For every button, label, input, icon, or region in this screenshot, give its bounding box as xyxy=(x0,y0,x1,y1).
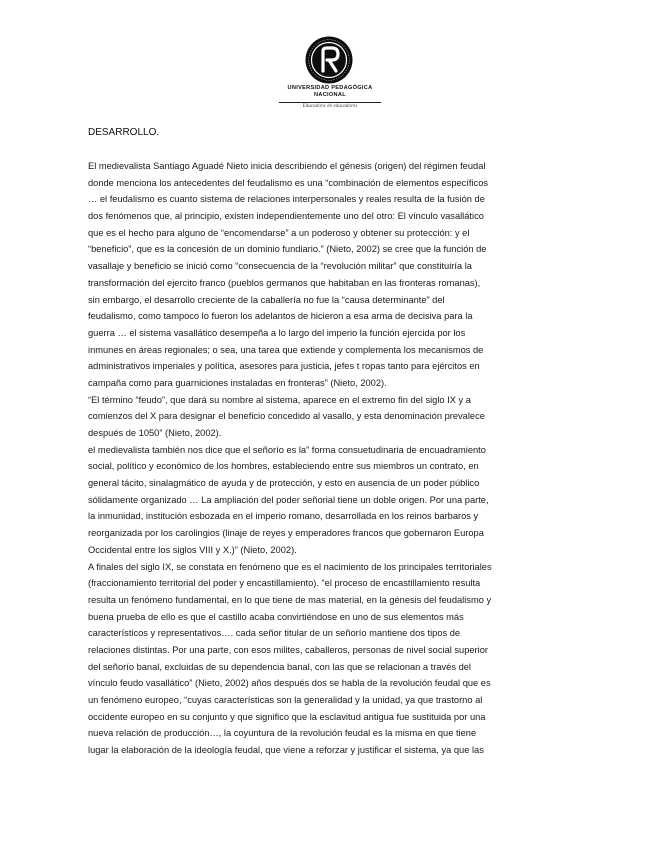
body-line: el medievalista también nos dice que el señorío es la” forma consuetudinaria de encuadramiento xyxy=(88,444,486,455)
body-line: general tácito, sinalagmático de ayuda y de protección, y esto en ausencia de un poder público xyxy=(88,478,480,489)
body-line: nueva relación de producción…, la coyuntura de la revolución feudal es la misma en que tiene xyxy=(88,728,477,739)
body-line: “El término “feudo”, que dará su nombre al sistema, aparece en el extremo fin del siglo IX y a xyxy=(88,394,471,405)
body-line: dos fenómenos que, al principio, existen independientemente uno del otro: El vínculo vasallático xyxy=(88,211,484,222)
body-line: comienzos del X para designar el beneficio concedido al vasallo, y esta denominación prevalece xyxy=(88,411,485,422)
body-line: sólidamente organizado … La ampliación del poder señorial tiene un doble origen. Por una parte, xyxy=(88,494,489,505)
body-line: buena prueba de ello es que el castillo acaba convirtiéndose en uno de sus elementos más xyxy=(88,611,464,622)
body-line: donde menciona los antecedentes del feudalismo es una “combinación de elementos específicos xyxy=(88,177,489,188)
body-line: transformación del ejercito franco (pueblos germanos que habitaban en las fronteras romanas), xyxy=(88,277,481,288)
body-line: occidente europeo en su conjunto y que significo que la esclavitud antigua fue sustituida por una xyxy=(88,711,486,722)
body-line: vínculo feudo vasallático” (Nieto, 2002) años después dos se habla de la revolución feudal que es xyxy=(88,678,491,689)
body-line: característicos y representativos…. cada señor titular de un señorío mantiene dos tipos de xyxy=(88,628,461,639)
body-line: resulta un fenómeno fundamental, en lo que tiene de mas material, en la génesis del feudalismo y xyxy=(88,594,492,605)
body-line: guerra … el sistema vasallático desempeña a lo largo del imperio la función ejercida por los xyxy=(88,327,466,338)
body-text xyxy=(88,158,558,759)
body-line: social, político y económico de los hombres, estableciendo entre sus miembros un contrato, en xyxy=(88,461,479,472)
body-line: feudalismo, como tampoco lo fueron los adelantos de hicieron a esa arma de decisiva para la xyxy=(88,311,473,322)
section-heading: DESARROLLO. xyxy=(88,127,160,138)
university-motto: Educadora de educadores xyxy=(279,102,381,109)
body-line: campaña como para guarniciones instaladas en fronteras” (Nieto, 2002). xyxy=(88,377,387,388)
body-line: un fenómeno europeo, “cuyas características son la generalidad y la unidad, ya que trastorno al xyxy=(88,695,483,705)
university-name-line2: NACIONAL xyxy=(314,92,346,98)
body-line: que es el hecho para alguno de “encomendarse” a un poderoso y obtener su protección: y el xyxy=(88,227,470,238)
body-line: “beneficio”, que es la concesión de un dominio fundiario.” (Nieto, 2002) se cree que la función de xyxy=(88,244,487,255)
body-line: inmunes en áreas regionales; o sea, una tarea que extiende y complementa los mecanismos de xyxy=(88,344,484,355)
body-line: después de 1050” (Nieto, 2002). xyxy=(88,428,222,438)
body-line: A finales del siglo IX, se constata en fenómeno que es el nacimiento de los principales territoriales xyxy=(88,561,492,572)
university-seal-icon xyxy=(305,36,353,84)
body-line: sin embargo, el desarrollo creciente de la caballería no fue la “causa determinante” del xyxy=(88,294,445,305)
university-name-line1: UNIVERSIDAD PEDAGÓGICA xyxy=(287,85,373,91)
body-line: El medievalista Santiago Aguadé Nieto inicia describiendo el génesis (origen) del régimen feudal xyxy=(88,161,486,171)
body-line: relaciones distintas. Por una parte, con esos milites, caballeros, personas de nivel social superior xyxy=(88,644,488,655)
body-line: del señorío banal, excluidas de su dependencia banal, con las que se relacionan a través del xyxy=(88,661,471,672)
body-line: vasallaje y beneficio se inició como “consecuencia de la “revolución militar” que constituiría la xyxy=(88,261,472,272)
body-line: lugar la elaboración de la ideología feudal, que viene a reforzar y justificar el sistema, ya que las xyxy=(88,745,484,756)
university-name xyxy=(275,85,385,99)
body-line: reorganizada por los carolingios (linaje de reyes y emperadores francos que gobernaron Europa xyxy=(88,528,484,539)
university-logo xyxy=(275,36,385,116)
body-line: (fraccionamiento territorial del poder y encastillamiento). “el proceso de encastillamiento resulta xyxy=(88,578,481,589)
body-line: Occidental entre los siglos VIII y X.)” (Nieto, 2002). xyxy=(88,544,297,555)
body-line: administrativos imperiales y política, asesores para justicia, jefes t ropas tanto para ejércitos en xyxy=(88,361,480,372)
body-line: … el feudalismo es cuanto sistema de relaciones interpersonales y reales resulta de la fusión de xyxy=(88,194,485,205)
body-line: la inmunidad, institución esbozada en el imperio romano, desarrollada en los reinos barbaros y xyxy=(88,511,479,522)
